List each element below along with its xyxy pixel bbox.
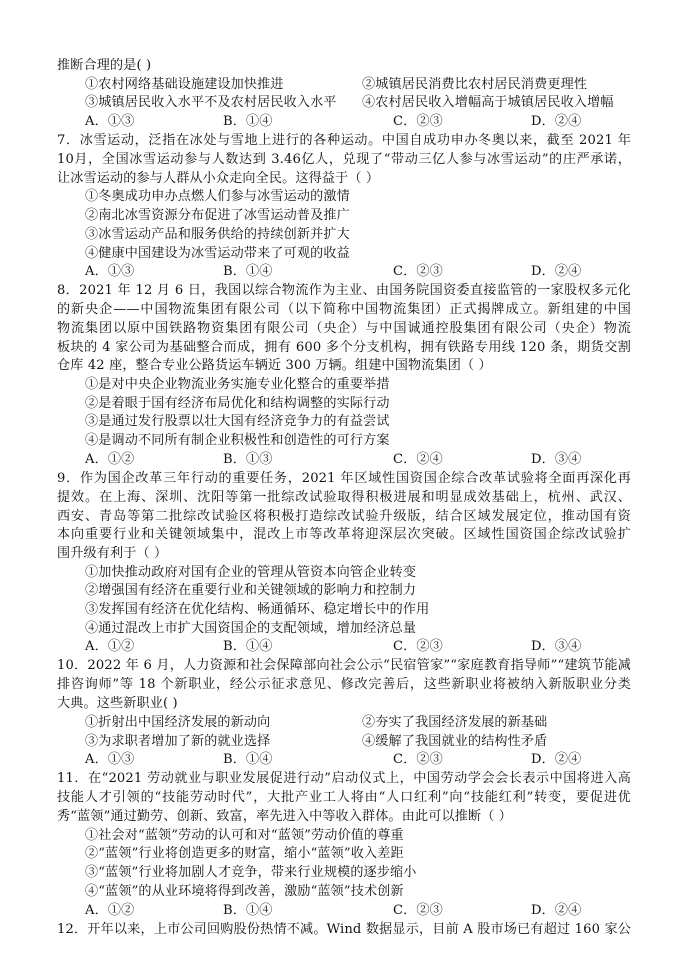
option-4: ④是调动不同所有制企业积极性和创造性的可行方案: [85, 433, 390, 448]
answer-d: D．②④: [531, 114, 582, 129]
option-2: ②城镇居民消费比农村居民消费更理性: [362, 77, 588, 92]
option-2: ②“蓝领”行业将创造更多的财富，缩小“蓝领”收入差距: [85, 846, 404, 861]
question-stem: 12．开年以来，上市公司回购股份热情不减。Wind 数据显示，目前 A 股市场已有超过 160 家公: [57, 922, 631, 937]
question-stem: 10．2022 年 6 月，人力资源和社会保障部向社会公示“民宿管家”“家庭教育指导师”“建筑节能减: [57, 658, 631, 673]
question-stem: 的新央企——中国物流集团有限公司（以下简称中国物流集团）正式揭牌成立。新组建的中国: [57, 302, 631, 317]
question-stem: 排咨询师”等 18 个新职业，经公示征求意见、修改完善后，这些新职业将被纳入新版职业分类: [57, 677, 631, 692]
option-3: ③“蓝领”行业将加剧人才竞争，带来行业规模的逐步缩小: [85, 865, 417, 880]
option-1: ①冬奥成功申办点燃人们参与冰雪运动的激情: [85, 189, 350, 204]
option-1: ①农村网络基础设施建设加快推进: [85, 77, 284, 92]
question-stem: 秀“蓝领”通过勤劳、创新、致富，率先进入中等收入群体。由此可以推断（ ）: [57, 809, 513, 824]
question-stem: 板块的 4 家公司为基础整合而成，拥有 600 多个分支机构，拥有铁路专用线 120 条，期货交割: [57, 340, 631, 355]
question-stem: 本向重要行业和关键领域集中，混改上市等改革将迎深层次突破。区域性国资国企综改试验扩: [57, 527, 631, 542]
question-stem: 7．冰雪运动，泛指在冰处与雪地上进行的各种运动。中国自成功申办冬奥以来，截至 2021 年: [57, 133, 631, 148]
answer-a: A．①②: [85, 452, 135, 467]
option-2: ②是着眼于国有经济布局优化和结构调整的实际行动: [85, 396, 390, 411]
option-3: ③发挥国有经济在优化结构、畅通循环、稳定增长中的作用: [85, 602, 430, 617]
answer-b: B．①④: [223, 903, 273, 918]
option-2: ②夯实了我国经济发展的新基础: [362, 715, 548, 730]
option-4: ④通过混改上市扩大国资国企的支配领域，增加经济总量: [85, 621, 417, 636]
answer-c: C．②③: [393, 639, 443, 654]
question-stem: 围升级有利于（ ）: [57, 546, 168, 561]
option-2: ②增强国有经济在重要行业和关键领域的影响力和控制力: [85, 583, 417, 598]
answer-a: A．①③: [85, 114, 135, 129]
option-1: ①社会对“蓝领”劳动的认可和对“蓝领”劳动价值的尊重: [85, 828, 404, 843]
answer-b: B．①④: [223, 752, 273, 767]
answer-a: A．①②: [85, 903, 135, 918]
answer-d: D．③④: [531, 639, 582, 654]
question-stem: 11．在“2021 劳动就业与职业发展促进行动”启动仪式上，中国劳动学会会长表示中国将进入高: [57, 771, 631, 786]
option-1: ①是对中央企业物流业务实施专业化整合的重要举措: [85, 377, 390, 392]
answer-c: C．②③: [393, 264, 443, 279]
option-2: ②南北冰雪资源分布促进了冰雪运动普及推广: [85, 208, 350, 223]
option-4: ④健康中国建设为冰雪运动带来了可观的收益: [85, 246, 350, 261]
question-stem: 物流集团以原中国铁路物资集团有限公司（央企）与中国诚通控股集团有限公司（央企）物流: [57, 321, 631, 336]
question-stem: 仓库 42 座，整合专业公路货运车辆近 300 万辆。组建中国物流集团（ ）: [57, 358, 492, 373]
option-4: ④农村居民收入增幅高于城镇居民收入增幅: [362, 95, 614, 110]
answer-c: C．②③: [393, 752, 443, 767]
question-stem: 8．2021 年 12 月 6 日，我国以综合物流作为主业、由国务院国资委直接监管的一家股权多元化: [57, 283, 631, 298]
question-stem: 大典。这些新职业( ): [57, 696, 178, 711]
answer-a: A．①③: [85, 264, 135, 279]
answer-b: B．①③: [223, 452, 273, 467]
question-stem: 提效。在上海、深圳、沈阳等第一批综改试验取得积极进展和明显成效基础上，杭州、武汉、: [57, 490, 631, 505]
stem-tail: 推断合理的是( ): [57, 58, 152, 73]
answer-d: D．②④: [531, 903, 582, 918]
answer-b: B．①④: [223, 264, 273, 279]
answer-c: C．②④: [393, 452, 443, 467]
option-1: ①加快推动政府对国有企业的管理从管资本向管企业转变: [85, 565, 417, 580]
question-stem: 技能人才引领的“技能劳动时代”，大批产业工人将由“人口红利”向“技能红利”转变，要促进优: [57, 790, 631, 805]
answer-c: C．②③: [393, 114, 443, 129]
option-3: ③冰雪运动产品和服务供给的持续创新并扩大: [85, 227, 350, 242]
answer-d: D．②④: [531, 264, 582, 279]
answer-a: A．①③: [85, 752, 135, 767]
question-stem: 西安、青岛等第二批综改试验区将积极打造综改试验升级版，结合区域发展定位，推动国有资: [57, 509, 631, 524]
question-stem: 10月，全国冰雪运动参与人数达到 3.46亿人，兑现了“带动三亿人参与冰雪运动”的庄严承诺，: [57, 152, 631, 167]
answer-a: A．①②: [85, 639, 135, 654]
option-3: ③城镇居民收入水平不及农村居民收入水平: [85, 95, 337, 110]
option-4: ④缓解了我国就业的结构性矛盾: [362, 734, 548, 749]
answer-d: D．③④: [531, 452, 582, 467]
answer-d: D．②④: [531, 752, 582, 767]
answer-c: C．②③: [393, 903, 443, 918]
option-3: ③是通过发行股票以壮大国有经济竞争力的有益尝试: [85, 414, 390, 429]
option-1: ①折射出中国经济发展的新动向: [85, 715, 271, 730]
question-stem: 让冰雪运动的参与人群从小众走向全民。这得益于（ ）: [57, 171, 380, 186]
question-stem: 9．作为国企改革三年行动的重要任务，2021 年区域性国资国企综合改革试验将全面再深化再: [57, 471, 631, 486]
option-4: ④“蓝领”的从业环境将得到改善，激励“蓝领”技术创新: [85, 884, 404, 899]
answer-b: B．①④: [223, 639, 273, 654]
option-3: ③为求职者增加了新的就业选择: [85, 734, 271, 749]
answer-b: B．①④: [223, 114, 273, 129]
